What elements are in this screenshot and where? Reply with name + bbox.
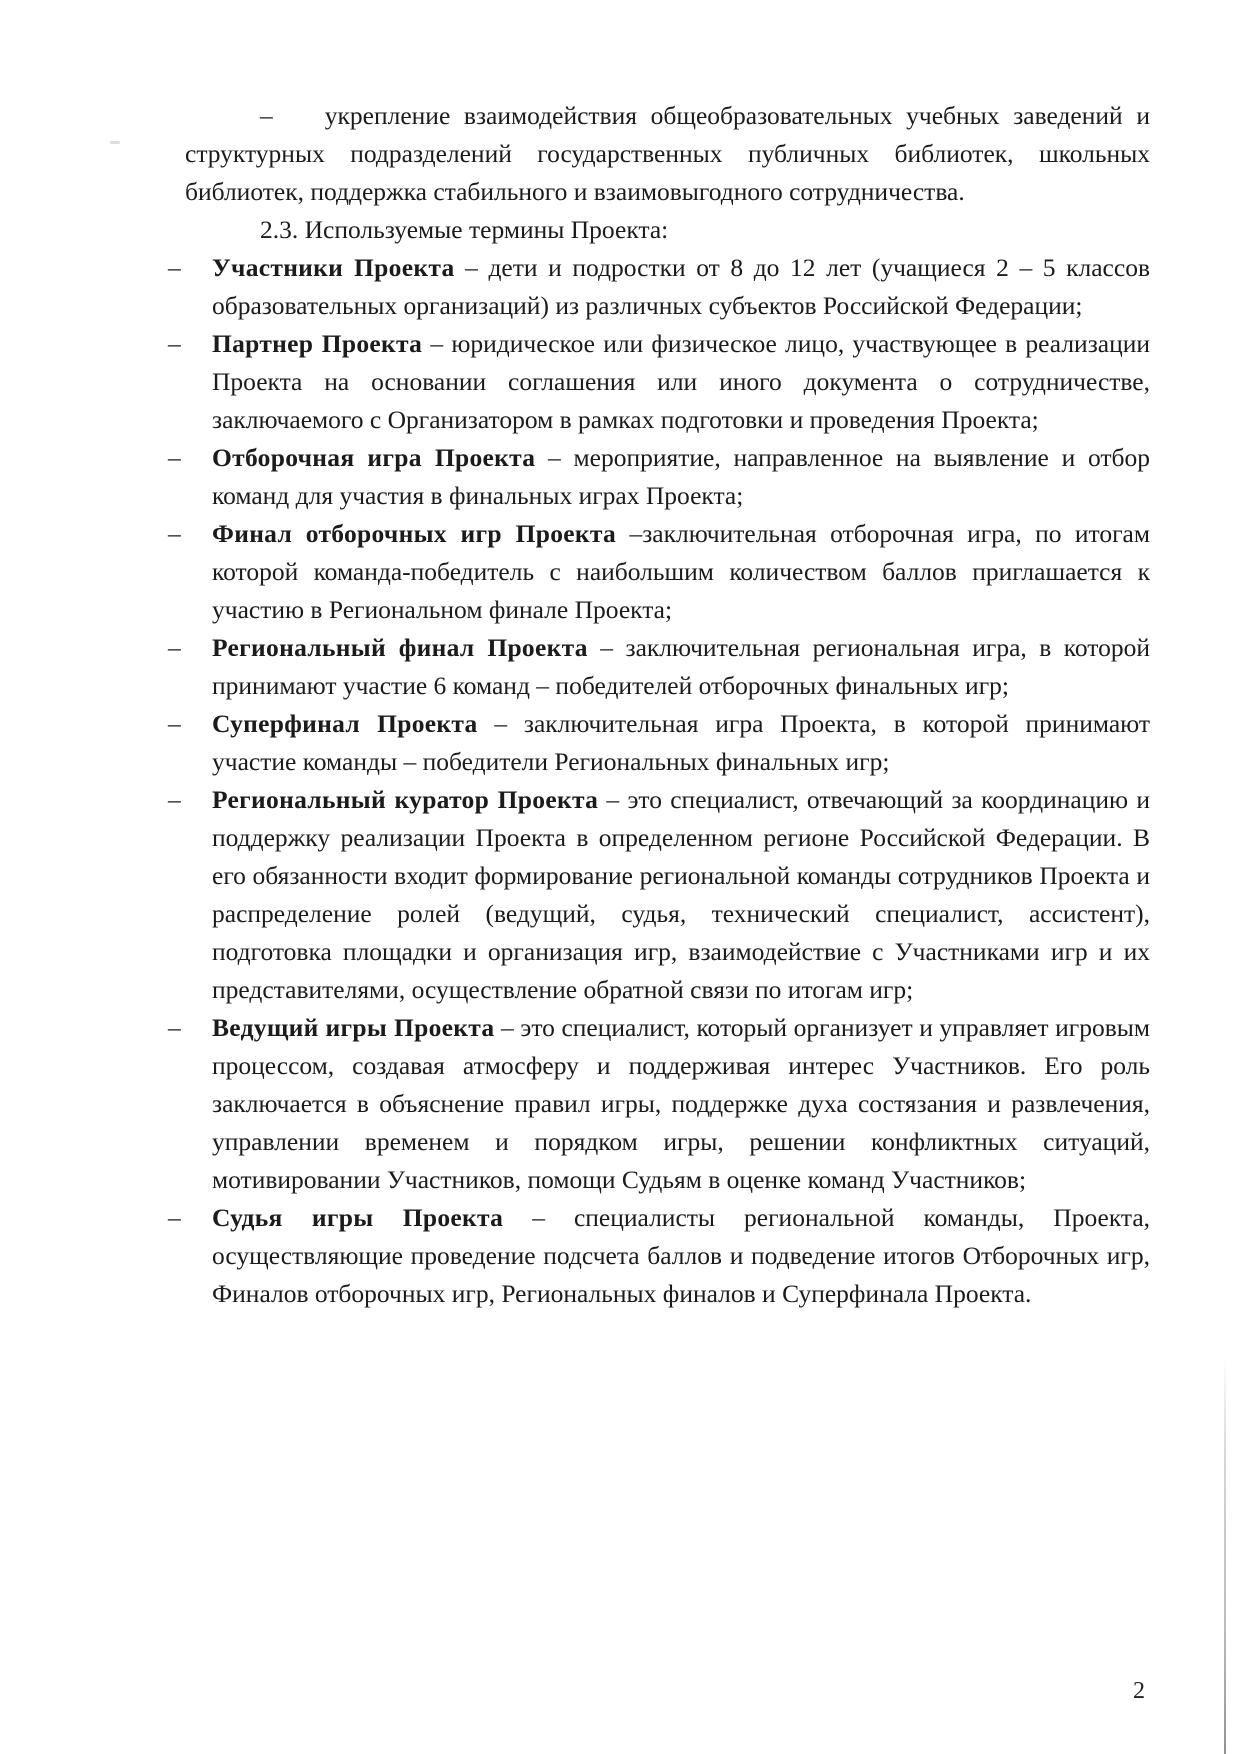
document-body [168, 97, 1151, 1313]
list-dash-icon: – [168, 1203, 181, 1232]
term-name: Судья игры Проекта [212, 1203, 504, 1232]
term-name: Суперфинал Проекта [212, 709, 478, 738]
term-definition: – юридическое или физическое лицо, участвующее в реализации Проекта на основании соглашения или иного документа о сотрудничестве, заключаемого с Организатором в рамках подготовки и проведения Проекта; [212, 329, 1151, 434]
term-definition: – заключительная региональная игра, в которой принимают участие 6 команд – победителей отборочных финальных игр; [212, 633, 1150, 700]
list-dash-icon: – [168, 519, 181, 548]
list-dash-icon: – [168, 633, 181, 662]
intro-paragraph [185, 97, 1150, 211]
term-name: Региональный финал Проекта [212, 633, 588, 662]
term-name: Партнер Проекта [212, 329, 423, 358]
term-name: Ведущий игры Проекта [212, 1013, 495, 1042]
term-item-regional-curator [168, 781, 1150, 1009]
term-item-participants [168, 249, 1150, 325]
term-definition: – это специалист, который организует и управляет игровым процессом, создавая атмосферу и поддерживая интерес Участников. Его роль заключается в объяснение правил игры, поддержке духа состязания и развлечения, управлении временем и порядком игры, решении конфликтных ситуаций, мотивировании Участников, помощи Судьям в оценке команд Участников; [212, 1013, 1151, 1194]
intro-dash-marker: – [260, 101, 273, 130]
term-item-partner [168, 325, 1151, 439]
list-dash-icon: – [168, 253, 181, 282]
term-item-game-host [168, 1009, 1151, 1199]
term-definition: – заключительная игра Проекта, в которой принимают участие команды – победители Региональных финальных игр; [212, 709, 1150, 776]
scan-speck-artifact [110, 141, 120, 144]
term-definition: –заключительная отборочная игра, по итогам которой команда-победитель с наибольшим количеством баллов приглашается к участию в Региональном финале Проекта; [212, 519, 1150, 624]
term-name: Финал отборочных игр Проекта [212, 519, 617, 548]
intro-paragraph-text: укрепление взаимодействия общеобразовательных учебных заведений и структурных подразделений государственных публичных библиотек, школьных библиотек, поддержка стабильного и взаимовыгодного сотрудничества. [185, 101, 1150, 206]
term-definition: – мероприятие, направленное на выявление и отбор команд для участия в финальных играх Проекта; [212, 443, 1150, 510]
term-name: Участники Проекта [212, 253, 455, 282]
term-item-qualifying-game [168, 439, 1150, 515]
term-definition: – это специалист, отвечающий за координацию и поддержку реализации Проекта в определенном регионе Российской Федерации. В его обязанности входит формирование региональной команды сотрудников Проекта и распределение ролей (ведущий, судья, технический специалист, ассистент), подготовка площадки и организация игр, взаимодействие с Участниками игр и их представителями, осуществление обратной связи по итогам игр; [212, 785, 1150, 1004]
list-dash-icon: – [168, 785, 181, 814]
term-name: Отборочная игра Проекта [212, 443, 536, 472]
term-item-superfinal [168, 705, 1150, 781]
scan-edge-artifact [1224, 1356, 1226, 1754]
term-item-regional-final [168, 629, 1150, 705]
term-name: Региональный куратор Проекта [212, 785, 599, 814]
section-heading: 2.3. Используемые термины Проекта: [260, 215, 669, 244]
list-dash-icon: – [168, 1013, 181, 1042]
list-dash-icon: – [168, 329, 181, 358]
term-item-qualifying-final [168, 515, 1150, 629]
term-definition: – дети и подростки от 8 до 12 лет (учащиеся 2 – 5 классов образовательных организаций) из различных субъектов Российской Федерации; [212, 253, 1150, 320]
term-item-game-judge [168, 1199, 1151, 1313]
list-dash-icon: – [168, 443, 181, 472]
list-dash-icon: – [168, 709, 181, 738]
term-definition: – специалисты региональной команды, Проекта, осуществляющие проведение подсчета баллов и подведение итогов Отборочных игр, Финалов отборочных игр, Региональных финалов и Суперфинала Проекта. [212, 1203, 1151, 1308]
page-number: 2 [1133, 1678, 1145, 1704]
terms-list [168, 249, 1151, 1313]
